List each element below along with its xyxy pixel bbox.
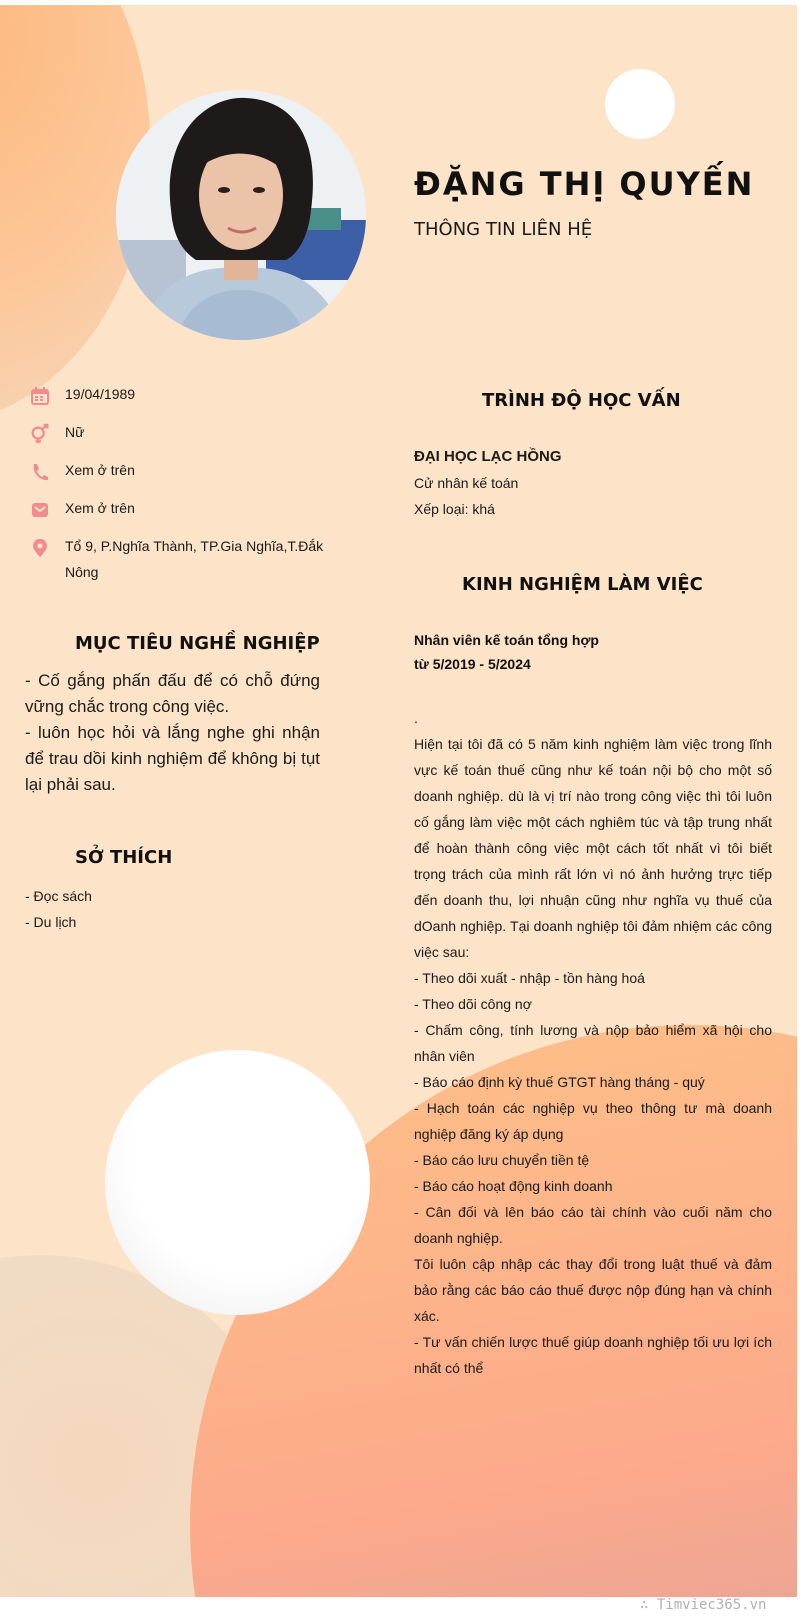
candidate-name: ĐẶNG THỊ QUYẾN [414,165,755,203]
objective-line: - Cố gắng phấn đấu để có chỗ đứng vững chắc trong công việc. [25,671,320,716]
experience-description [414,705,772,1381]
contact-birthdate [25,381,325,407]
decorative-circle-mid [105,1050,370,1315]
experience-heading: KINH NGHIỆM LÀM VIỆC [462,574,703,595]
experience-line: - Theo dõi công nợ [414,996,532,1012]
contact-phone [25,457,325,483]
experience-line: - Tư vấn chiến lược thuế giúp doanh nghiệp tối ưu lợi ích nhất có thể [414,1334,772,1376]
map-pin-icon [29,537,51,559]
phone-value: Xem ở trên [65,462,135,478]
education-block [414,444,774,522]
experience-line: Tôi luôn cập nhập các thay đổi trong luật thuế và đảm bảo rằng các báo cáo thuế được nộp đúng hạn và chính xác. [414,1256,772,1324]
gender-value: Nữ [65,424,85,440]
education-school: ĐẠI HỌC LẠC HỒNG [414,448,562,465]
cv-page [0,5,797,1597]
experience-line: Hiện tại tôi đã có 5 năm kinh nghiệm làm việc trong lĩnh vực kế toán thuế cũng như kế toán nội bộ cho một số doanh nghiệp. dù là vị trí nào trong công việc thì tôi luôn cố gắng làm việc một cách nghiêm túc và tập trung nhất để hoàn thành công việc một cách tốt nhất vì tôi biết trọng trách của mình rất lớn vì nó ảnh hưởng trực tiếp đến doanh thu, lợi nhuận cũng như nghĩa vụ thuế của dOanh nghiệp. Tại doanh nghiệp tôi đảm nhiệm các công việc sau: [414,736,772,960]
contact-gender [25,419,325,445]
experience-line: . [414,710,418,726]
avatar-photo [116,90,366,340]
contact-info-heading: THÔNG TIN LIÊN HỆ [414,219,593,240]
experience-line: - Chấm công, tính lương và nộp bảo hiểm xã hội cho nhân viên [414,1022,772,1064]
envelope-icon [29,499,51,521]
education-rank: Xếp loại: khá [414,501,495,517]
experience-line: - Hạch toán các nghiệp vụ theo thông tư mà doanh nghiệp đăng ký áp dụng [414,1100,772,1142]
address-value: Tổ 9, P.Nghĩa Thành, TP.Gia Nghĩa,T.Đắk Nông [65,538,324,580]
contact-email [25,495,325,521]
birthdate-value: 19/04/1989 [65,386,136,402]
calendar-icon [29,385,51,407]
email-value: Xem ở trên [65,500,135,516]
hobby-item: - Du lịch [25,914,77,930]
education-heading: TRÌNH ĐỘ HỌC VẤN [482,390,681,411]
contact-address [25,533,325,585]
experience-line: - Cân đối và lên báo cáo tài chính vào cuối năm cho doanh nghiệp. [414,1204,772,1246]
experience-role: Nhân viên kế toán tổng hợp [414,632,599,648]
objective-line: - luôn học hỏi và lắng nghe ghi nhận để trau dồi kinh nghiệm để không bị tụt lại phải sau. [25,723,320,794]
experience-line: - Báo cáo định kỳ thuế GTGT hàng tháng - quý [414,1074,705,1090]
hobby-item: - Đọc sách [25,888,92,904]
objective-text [25,668,320,798]
education-degree: Cử nhân kế toán [414,475,519,491]
contact-list [25,381,325,597]
watermark-logo: ∴ Timviec365.vn [640,1597,767,1613]
phone-icon [29,461,51,483]
decorative-circle-top-right [605,69,675,139]
hobbies-list [25,883,92,935]
experience-line: - Theo dõi xuất - nhập - tồn hàng hoá [414,970,645,986]
experience-line: - Báo cáo lưu chuyển tiền tệ [414,1152,590,1168]
objective-heading: MỤC TIÊU NGHỀ NGHIỆP [75,633,320,654]
experience-role-block [414,628,774,676]
experience-line: - Báo cáo hoạt động kinh doanh [414,1178,613,1194]
hobbies-heading: SỞ THÍCH [75,847,173,868]
gender-icon [29,423,51,445]
experience-period: từ 5/2019 - 5/2024 [414,656,531,672]
